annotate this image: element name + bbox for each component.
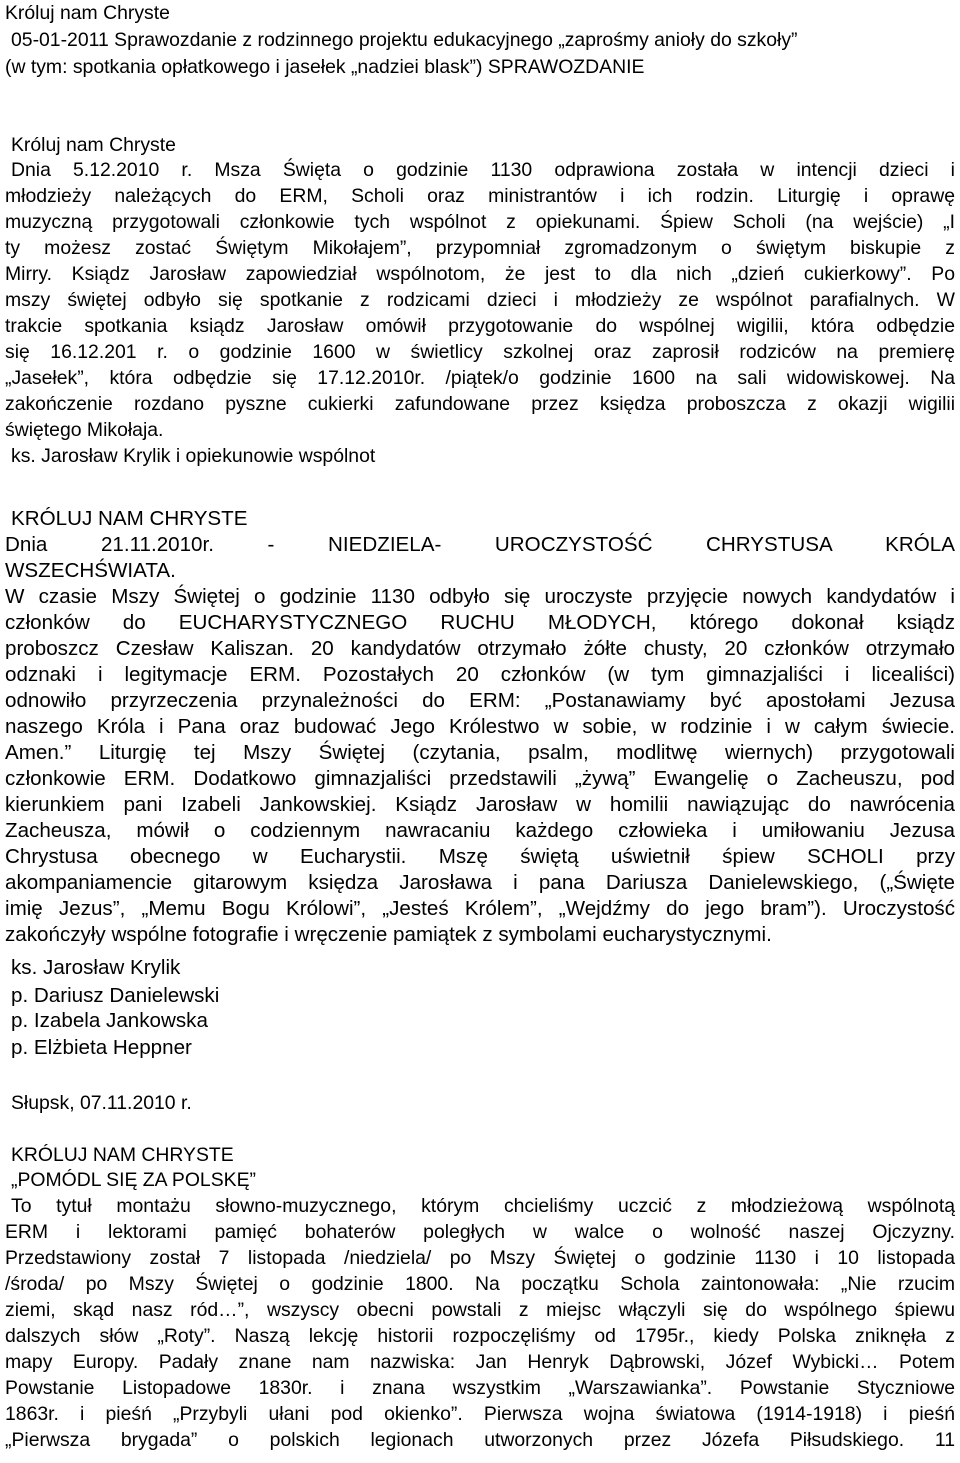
section2-line: odznaki i legitymacje ERM. Pozostałych 20 członków (w tym gimnazjaliści i licealiści) [5,663,955,686]
section2-line: imię Jezus”, „Memu Bogu Królowi”, „Jesteś Królem”, „Wejdźmy do jego bram”). Uroczystość [5,897,955,920]
section1-signature: ks. Jarosław Krylik i opiekunowie wspólnot [11,445,376,467]
section3-line: 1863r. i pieśń „Przybyli ułani pod okienko”. Pierwsza wojna światowa (1914-1918) i pieśń [5,1403,955,1425]
section2-line: zakończyły wspólne fotografie i wręczenie pamiątek z symbolami eucharystycznymi. [5,923,772,946]
section2-line: akompaniamencie gitarowym księdza Jarosława i pana Dariusza Danielewskiego, („Święte [5,871,955,894]
section2-line: Amen.” Liturgię tej Mszy Świętej (czytania, psalm, modlitwę wiernych) przygotowali [5,741,955,764]
section1-line: muzyczną przygotowali członkowie tych wspólnot z opiekunami. Śpiew Scholi (na wejście) „I [5,211,955,233]
section2-title: KRÓLUJ NAM CHRYSTE [11,507,248,530]
section3-title: KRÓLUJ NAM CHRYSTE [11,1144,234,1166]
section2-line: naszego Króla i Pana oraz budować Jego Królestwo w sobie, w rodzinie i w całym świecie. [5,715,955,738]
section1-line: mszy świętej odbyło się spotkanie z rodzicami dzieci i młodzieży ze wspólnot parafialnych. W [5,289,955,311]
section1-line: ty możesz zostać Świętym Mikołajem”, przypomniał zgromadzonym o świętym biskupie z [5,237,955,259]
signature-name: p. Izabela Jankowska [11,1009,208,1032]
section3-place-date: Słupsk, 07.11.2010 r. [11,1092,192,1114]
header-report-line: 05-01-2011 Sprawozdanie z rodzinnego projektu edukacyjnego „zaprośmy anioły do szkoły” [11,29,798,51]
header-subtitle-line: (w tym: spotkania opłatkowego i jasełek „nadziei blask”) SPRAWOZDANIE [5,56,645,78]
section3-line: Przedstawiony został 7 listopada /niedziela/ po Mszy Świętej o godzinie 1130 i 10 listopada [5,1247,955,1269]
signature-name: p. Elżbieta Heppner [11,1036,192,1059]
signature-name: ks. Jarosław Krylik [11,956,181,979]
section2-line: proboszcz Czesław Kaliszan. 20 kandydatów otrzymało żółte chusty, 20 członków otrzymało [5,637,955,660]
section1-title: Króluj nam Chryste [11,134,176,156]
section3-line: /środa/ po Mszy Świętej o godzinie 1800. Na początku Schola zaintonowała: „Nie rzucim [5,1273,955,1295]
section2-line: kierunkiem pani Izabeli Jankowskiej. Ksiądz Jarosław w homilii nawiązując do nawrócenia [5,793,955,816]
section2-line: Zacheusza, mówił o codziennym nawracaniu każdego człowieka i umiłowaniu Jezusa [5,819,955,842]
section3-line: Powstanie Listopadowe 1830r. i znana wszystkim „Warszawianka”. Powstanie Styczniowe [5,1377,955,1399]
section1-line: trakcie spotkania ksiądz Jarosław omówił przygotowanie do wspólnej wigilii, która odbędzie [5,315,955,337]
section3-line: ziemi, skąd nasz ród…”, wszyscy obecni powstali z miejsc włączyli się do wspólnego śpiewu [5,1299,955,1321]
section3-line: dalszych słów „Roty”. Naszą lekcję historii rozpoczęliśmy od 1795r., kiedy Polska zniknęła z [5,1325,955,1347]
section3-line: mapy Europy. Padały znane nam nazwiska: Jan Henryk Dąbrowski, Józef Wybicki… Potem [5,1351,955,1373]
section1-line: świętego Mikołaja. [5,419,164,441]
section1-line: „Jasełek”, która odbędzie się 17.12.2010r. /piątek/o godzinie 1600 na sali widowiskowej. Na [5,367,955,389]
section2-line: członków do EUCHARYSTYCZNEGO RUCHU MŁODYCH, którego dokonał ksiądz [5,611,955,634]
section1-line: Dnia 5.12.2010 r. Msza Święta o godzinie 1130 odprawiona została w intencji dzieci i [11,159,955,181]
section1-line: Mirry. Ksiądz Jarosław zapowiedział wspólnotom, że jest to dla nich „dzień cukierkowy”. Po [5,263,955,285]
signature-name: p. Dariusz Danielewski [11,984,220,1007]
header-title: Króluj nam Chryste [5,2,170,24]
section2-line: Chrystusa obecnego w Eucharystii. Mszę świętą uświetnił śpiew SCHOLI przy [5,845,955,868]
section2-date-line-cont: WSZECHŚWIATA. [5,559,176,582]
section1-line: się 16.12.201 r. o godzinie 1600 w świetlicy szkolnej oraz zaprosił rodziców na premierę [5,341,955,363]
section2-line: W czasie Mszy Świętej o godzinie 1130 odbyło się uroczyste przyjęcie nowych kandydatów i [5,585,955,608]
section3-line: To tytuł montażu słowno-muzycznego, którym chcieliśmy uczcić z młodzieżową wspólnotą [11,1195,955,1217]
section1-line: zakończenie rozdano pyszne cukierki zafundowane przez księdza proboszcza z okazji wigilii [5,393,955,415]
section2-line: odnowiło przyrzeczenia przynależności do ERM: „Postanawiamy być apostołami Jezusa [5,689,955,712]
section3-line: ERM i lektorami pamięć bohaterów poległych w walce o wolność naszej Ojczyzny. [5,1221,955,1243]
section2-date-line: Dnia 21.11.2010r. - NIEDZIELA- UROCZYSTOŚĆ CHRYSTUSA KRÓLA [5,533,955,556]
section1-line: młodzieży należących do ERM, Scholi oraz ministrantów i ich rodzin. Liturgię i oprawę [5,185,955,207]
section3-line: „Pierwsza brygada” o polskich legionach utworzonych przez Józefa Piłsudskiego. 11 [5,1429,955,1451]
section3-subtitle: „POMÓDL SIĘ ZA POLSKĘ” [11,1169,256,1191]
section2-line: członkowie ERM. Dodatkowo gimnazjaliści przedstawili „żywą” Ewangelię o Zacheuszu, pod [5,767,955,790]
